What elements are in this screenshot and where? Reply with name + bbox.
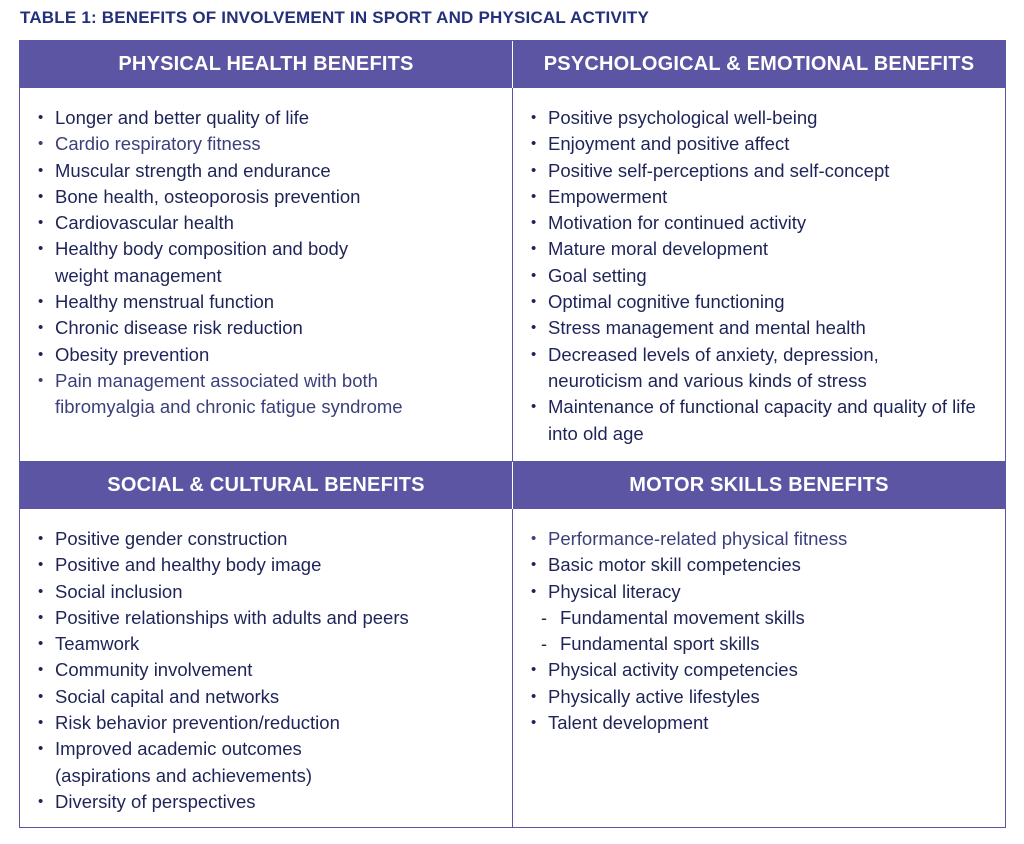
list-item: • Stress management and mental health [529, 315, 1005, 341]
bullet-icon: • [38, 319, 44, 337]
cell-social-cultural [20, 509, 513, 827]
bullet-icon: • [531, 687, 537, 705]
list-subitem: - Fundamental movement skills [529, 605, 1005, 631]
cell-motor-skills [513, 509, 1005, 827]
list-subitem: - Fundamental sport skills [529, 631, 1005, 657]
bullet-icon: • [38, 661, 44, 679]
bullet-icon: • [531, 345, 537, 363]
social-cultural-list [36, 526, 512, 815]
bullet-icon: • [531, 266, 537, 284]
list-item: • Performance-related physical fitness [529, 526, 1005, 552]
bullet-icon: • [38, 109, 44, 126]
list-item: • Basic motor skill competencies [529, 552, 1005, 578]
list-item: • Bone health, osteoporosis prevention [36, 184, 512, 210]
list-item: • Talent development [529, 710, 1005, 736]
bullet-icon: • [38, 714, 44, 732]
list-item: • Healthy menstrual function [36, 289, 512, 315]
list-item: • Positive and healthy body image [36, 552, 512, 578]
header-motor-skills: MOTOR SKILLS BENEFITS [513, 462, 1005, 509]
list-item: • Positive relationships with adults and peers [36, 605, 512, 631]
list-item: • Cardiovascular health [36, 210, 512, 236]
list-item: • Maintenance of functional capacity and quality of life into old age [531, 396, 976, 444]
bullet-icon: • [38, 608, 44, 626]
list-item: • Motivation for continued activity [529, 210, 1005, 236]
dash-icon: - [541, 607, 547, 628]
bullet-icon: • [38, 635, 44, 653]
list-item: • Decreased levels of anxiety, depression, neuroticism and various kinds of stress [531, 343, 879, 391]
bullet-icon: • [38, 240, 44, 258]
physical-health-list [36, 105, 512, 421]
bullet-icon: • [38, 740, 44, 758]
header-physical-health: PHYSICAL HEALTH BENEFITS [20, 41, 513, 88]
benefits-table [19, 40, 1006, 828]
bullet-icon: • [38, 161, 44, 179]
psychological-emotional-list [529, 105, 1005, 447]
list-item: • Social inclusion [36, 579, 512, 605]
list-item: • Risk behavior prevention/reduction [36, 710, 512, 736]
list-item: • Physical literacy [529, 579, 1005, 605]
list-item: • Positive psychological well-being [529, 105, 1005, 131]
motor-skills-list [529, 526, 1005, 736]
bullet-icon: • [531, 661, 537, 679]
list-item: • Cardio respiratory fitness [36, 131, 512, 157]
header-social-cultural: SOCIAL & CULTURAL BENEFITS [20, 462, 513, 509]
bullet-icon: • [531, 135, 537, 153]
bullet-icon: • [38, 582, 44, 600]
bullet-icon: • [531, 214, 537, 232]
bullet-icon: • [531, 319, 537, 337]
dash-icon: - [541, 634, 547, 655]
cell-psychological-emotional [513, 88, 1005, 462]
bullet-icon: • [38, 293, 44, 311]
bullet-icon: • [38, 371, 44, 389]
bullet-icon: • [531, 187, 537, 205]
list-item: • Social capital and networks [36, 684, 512, 710]
bullet-icon: • [38, 792, 44, 810]
list-item: • Improved academic outcomes (aspirations and achievements) [38, 738, 313, 786]
bullet-icon: • [531, 109, 537, 126]
bullet-icon: • [531, 714, 537, 732]
bullet-icon: • [38, 530, 44, 547]
list-item: • Pain management associated with both fibromyalgia and chronic fatigue syndrome [38, 369, 403, 418]
bullet-icon: • [38, 187, 44, 205]
list-item: • Chronic disease risk reduction [36, 315, 512, 341]
table-caption: TABLE 1: BENEFITS OF INVOLVEMENT IN SPORT AND PHYSICAL ACTIVITY [20, 8, 650, 27]
bullet-icon: • [38, 556, 44, 574]
list-item: • Optimal cognitive functioning [529, 289, 1005, 315]
list-item: • Enjoyment and positive affect [529, 131, 1005, 157]
list-item: • Diversity of perspectives [36, 789, 512, 815]
bullet-icon: • [531, 240, 537, 258]
list-item: • Goal setting [529, 263, 1005, 289]
bullet-icon: • [531, 556, 537, 574]
list-item: • Physical activity competencies [529, 657, 1005, 683]
bullet-icon: • [531, 161, 537, 179]
list-item: • Longer and better quality of life [36, 105, 512, 131]
bullet-icon: • [38, 687, 44, 705]
list-item: • Healthy body composition and body weight management [38, 238, 349, 286]
list-item: • Positive gender construction [36, 526, 512, 552]
bullet-icon: • [38, 135, 44, 153]
list-item: • Physically active lifestyles [529, 684, 1005, 710]
list-item: • Muscular strength and endurance [36, 158, 512, 184]
bullet-icon: • [38, 214, 44, 232]
bullet-icon: • [531, 530, 537, 547]
list-item: • Mature moral development [529, 236, 1005, 262]
bullet-icon: • [531, 398, 537, 416]
header-psychological-emotional: PSYCHOLOGICAL & EMOTIONAL BENEFITS [513, 41, 1005, 88]
bullet-icon: • [531, 293, 537, 311]
bullet-icon: • [531, 582, 537, 600]
list-item: • Obesity prevention [36, 342, 512, 368]
cell-physical-health [20, 88, 513, 462]
list-item: • Empowerment [529, 184, 1005, 210]
list-item: • Community involvement [36, 657, 512, 683]
bullet-icon: • [38, 345, 44, 363]
list-item: • Teamwork [36, 631, 512, 657]
list-item: • Positive self-perceptions and self-concept [529, 158, 1005, 184]
